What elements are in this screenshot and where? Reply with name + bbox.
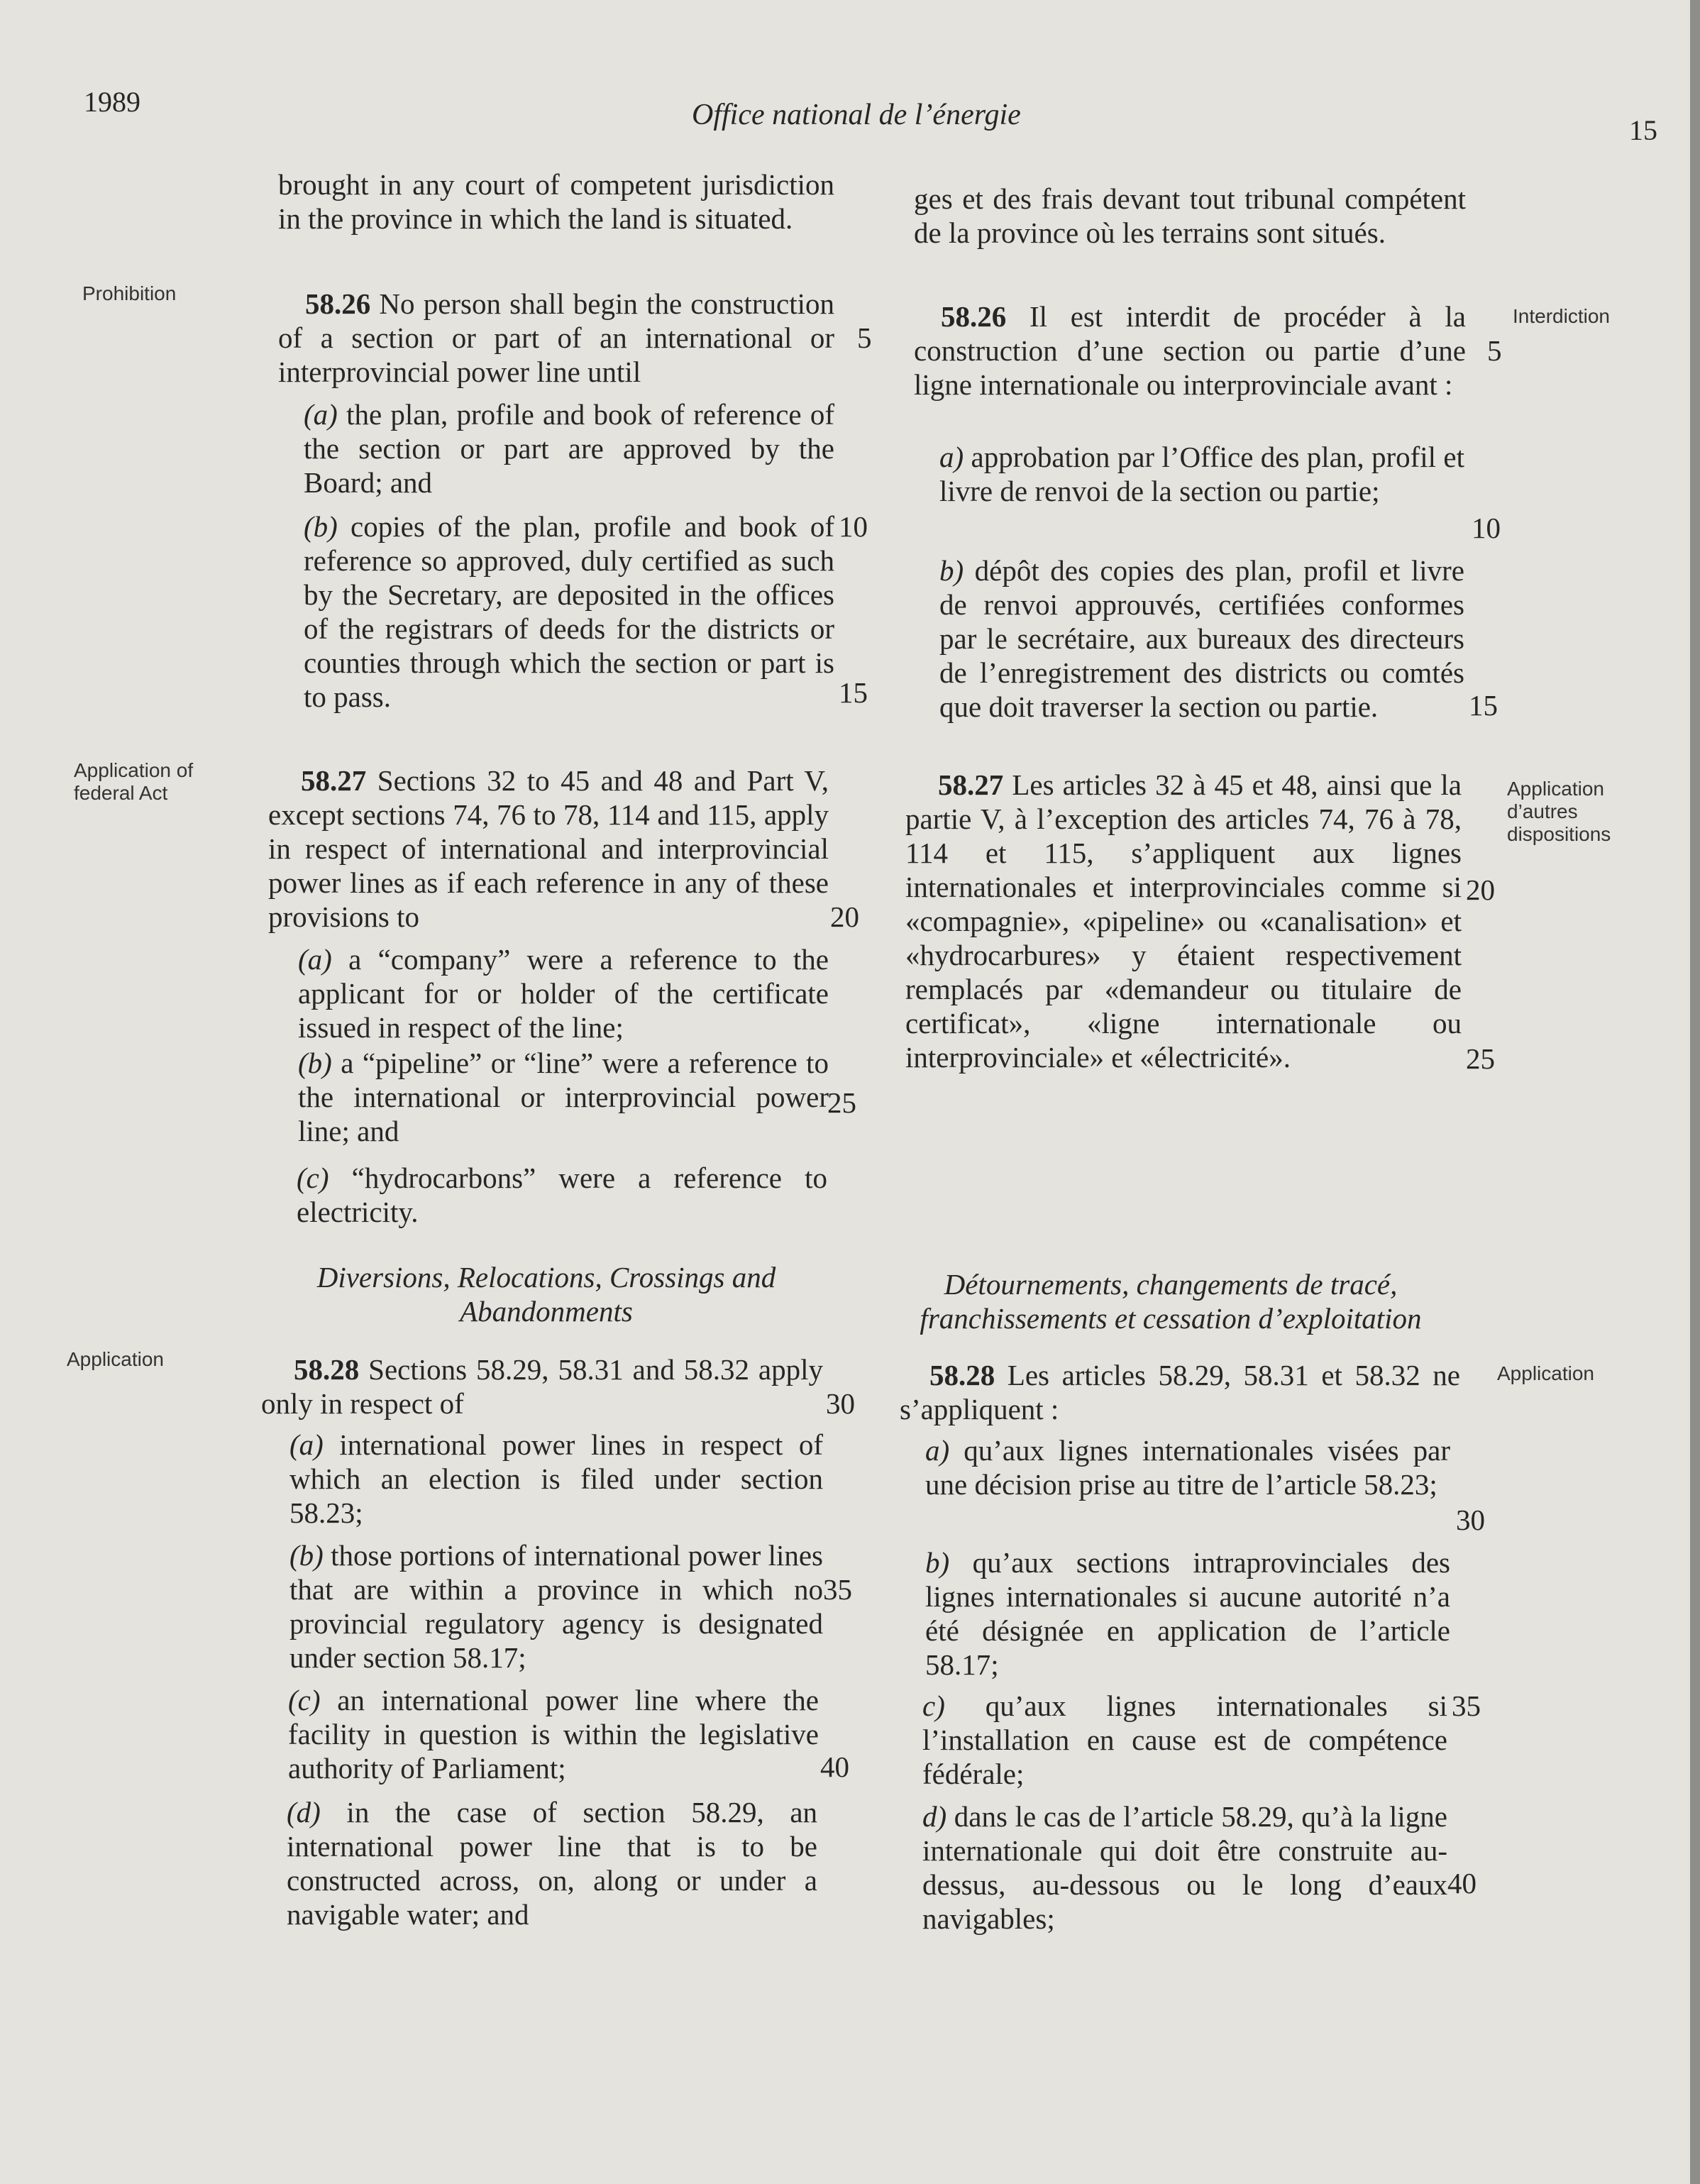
item-text: those portions of international power lines that are within a province in which no provincial regulatory agency is designated under section 58.17; bbox=[289, 1539, 824, 1674]
item-text: qu’aux lignes internationales si l’installation en cause est de compétence fédérale; bbox=[922, 1689, 1448, 1790]
en-section-58-26 bbox=[278, 287, 834, 389]
item-text: the plan, profile and book of reference of the section or part are approved by the Board; and bbox=[304, 398, 835, 499]
fr-58-26-continuation: ges et des frais devant tout tribunal compétent de la province où les terrains sont situés. bbox=[914, 182, 1466, 249]
line-number: 20 bbox=[830, 900, 859, 933]
margin-note-prohibition: Prohibition bbox=[82, 282, 177, 304]
line-number: 15 bbox=[1469, 689, 1498, 722]
line-number: 30 bbox=[1456, 1504, 1485, 1536]
fr-58-26-a bbox=[939, 440, 1464, 508]
year: 1989 bbox=[84, 86, 140, 118]
line-number: 5 bbox=[857, 321, 872, 354]
en-58-26-continuation: brought in any court of competent jurisdiction in the province in which the land is situated. bbox=[278, 168, 834, 235]
page-number: 15 bbox=[1629, 114, 1657, 146]
section-text: Les articles 32 à 45 et 48, ainsi que la partie V, à l’exception des articles 74, 76 à 78, 114 et 115, s’appliquent aux lignes internationales et interprovinciales comme si «compagnie», «pipeline» ou «canalisation» et «hydrocarbures» y étaient respectivement remplacés par «demandeur ou titulaire de certificat», «ligne internationale ou interprovinciale» et «électricité». bbox=[905, 768, 1462, 1074]
en-section-58-28 bbox=[261, 1352, 823, 1421]
item-label: (b) bbox=[289, 1539, 324, 1572]
item-label: b) bbox=[939, 554, 964, 587]
item-label: (c) bbox=[288, 1684, 321, 1716]
margin-note-application: Application bbox=[1497, 1362, 1594, 1384]
item-text: approbation par l’Office des plan, profil et livre de renvoi de la section ou partie; bbox=[939, 441, 1465, 507]
en-section-58-27 bbox=[268, 763, 829, 934]
section-text: No person shall begin the construction of a section or part of an international or interprovincial power line until bbox=[278, 287, 834, 388]
fr-58-28-c bbox=[922, 1689, 1447, 1791]
en-58-27-c bbox=[297, 1161, 827, 1229]
section-number: 58.27 bbox=[938, 768, 1004, 801]
fr-section-58-26 bbox=[914, 299, 1466, 402]
fr-section-58-28 bbox=[900, 1358, 1460, 1426]
line-number: 30 bbox=[826, 1387, 855, 1420]
margin-note-application: Application bbox=[67, 1348, 164, 1370]
line-number: 20 bbox=[1466, 873, 1495, 906]
section-text: Il est interdit de procéder à la construction d’une section ou partie d’une ligne internationale ou interprovinciale avant : bbox=[914, 300, 1467, 401]
running-title: Office national de l’énergie bbox=[692, 99, 1021, 131]
line-number: 10 bbox=[1472, 512, 1501, 544]
en-58-26-b bbox=[304, 509, 834, 714]
section-text: Les articles 58.29, 58.31 et 58.32 ne s’appliquent : bbox=[900, 1359, 1460, 1425]
fr-58-28-b bbox=[925, 1545, 1450, 1682]
en-heading-diversions: Diversions, Relocations, Crossings and Abandonments bbox=[316, 1261, 776, 1328]
item-text: copies of the plan, profile and book of reference so approved, duly certified as such by the Secretary, are deposited in the offices of the registrars of deeds for the districts or counties through which the section or part is to pass. bbox=[304, 510, 834, 713]
item-label: (b) bbox=[304, 510, 338, 543]
fr-58-26-b bbox=[939, 553, 1464, 724]
item-label: a) bbox=[939, 441, 964, 473]
item-label: (b) bbox=[298, 1047, 332, 1079]
item-label: (a) bbox=[298, 943, 332, 976]
line-number: 25 bbox=[1466, 1042, 1495, 1075]
line-number: 35 bbox=[823, 1573, 852, 1606]
section-number: 58.26 bbox=[941, 300, 1007, 333]
en-58-27-b bbox=[298, 1046, 829, 1148]
line-number: 40 bbox=[820, 1750, 849, 1783]
item-text: dans le cas de l’article 58.29, qu’à la ligne internationale qui doit être construite au-dessus, au-dessous ou le long d’eaux navigables; bbox=[922, 1800, 1447, 1935]
item-text: a “pipeline” or “line” were a reference to the international or interprovincial power line; and bbox=[298, 1047, 829, 1147]
item-text: a “company” were a reference to the applicant for or holder of the certificate issued in respect of the line; bbox=[298, 943, 829, 1044]
item-label: a) bbox=[925, 1434, 950, 1467]
line-number: 15 bbox=[839, 676, 868, 709]
line-number: 40 bbox=[1447, 1867, 1477, 1899]
margin-note-application-autres-dispositions: Application d’autres dispositions bbox=[1507, 778, 1611, 845]
item-label: c) bbox=[922, 1689, 945, 1722]
en-58-27-a bbox=[298, 942, 829, 1044]
item-text: international power lines in respect of which an election is filed under section 58.23; bbox=[289, 1428, 823, 1529]
item-text: an international power line where the facility in question is within the legislative authority of Parliament; bbox=[288, 1684, 819, 1785]
item-text: in the case of section 58.29, an international power line that is to be constructed across, on, along or under a navigable water; and bbox=[287, 1796, 818, 1931]
margin-note-application-federal-act: Application of federal Act bbox=[74, 759, 194, 804]
item-label: (c) bbox=[297, 1162, 329, 1194]
item-label: (d) bbox=[287, 1796, 321, 1829]
en-58-28-c bbox=[288, 1683, 819, 1785]
en-58-26-a bbox=[304, 397, 834, 500]
fr-58-28-d bbox=[922, 1799, 1447, 1936]
margin-note-interdiction: Interdiction bbox=[1513, 305, 1610, 327]
line-number: 35 bbox=[1452, 1689, 1481, 1722]
page-edge-shadow bbox=[1690, 0, 1700, 2184]
fr-58-28-a bbox=[925, 1433, 1450, 1501]
section-number: 58.27 bbox=[301, 764, 367, 797]
line-number: 25 bbox=[827, 1086, 856, 1119]
item-text: “hydrocarbons” were a reference to electricity. bbox=[297, 1162, 828, 1228]
item-text: dépôt des copies des plan, profil et livre de renvoi approuvés, certifiées conformes par le secrétaire, aux bureaux des directeurs de l’enregistrement des districts ou comtés que doit traverser la section ou partie. bbox=[939, 554, 1465, 723]
item-label: (a) bbox=[289, 1428, 324, 1461]
section-number: 58.28 bbox=[929, 1359, 995, 1391]
section-number: 58.28 bbox=[294, 1353, 360, 1386]
fr-heading-detournements: Détournements, changements de tracé, franchissements et cessation d’exploitation bbox=[920, 1268, 1422, 1335]
en-58-28-d bbox=[287, 1795, 817, 1931]
en-58-28-b bbox=[289, 1538, 823, 1675]
section-number: 58.26 bbox=[305, 287, 371, 320]
section-text: Sections 32 to 45 and 48 and Part V, except sections 74, 76 to 78, 114 and 115, apply in respect of international and interprovincial power lines as if each reference in any of these provisions to bbox=[268, 764, 829, 933]
item-text: qu’aux sections intraprovinciales des lignes internationales si aucune autorité n’a été désignée en application de l’article 58.17; bbox=[925, 1546, 1450, 1681]
section-text: Sections 58.29, 58.31 and 58.32 apply only in respect of bbox=[261, 1353, 823, 1420]
en-58-28-a bbox=[289, 1428, 823, 1530]
item-text: qu’aux lignes internationales visées par une décision prise au titre de l’article 58.23; bbox=[925, 1434, 1450, 1501]
fr-section-58-27 bbox=[905, 768, 1462, 1074]
item-label: b) bbox=[925, 1546, 950, 1579]
item-label: d) bbox=[922, 1800, 947, 1833]
item-label: (a) bbox=[304, 398, 338, 431]
line-number: 10 bbox=[839, 510, 868, 543]
line-number: 5 bbox=[1487, 334, 1502, 367]
